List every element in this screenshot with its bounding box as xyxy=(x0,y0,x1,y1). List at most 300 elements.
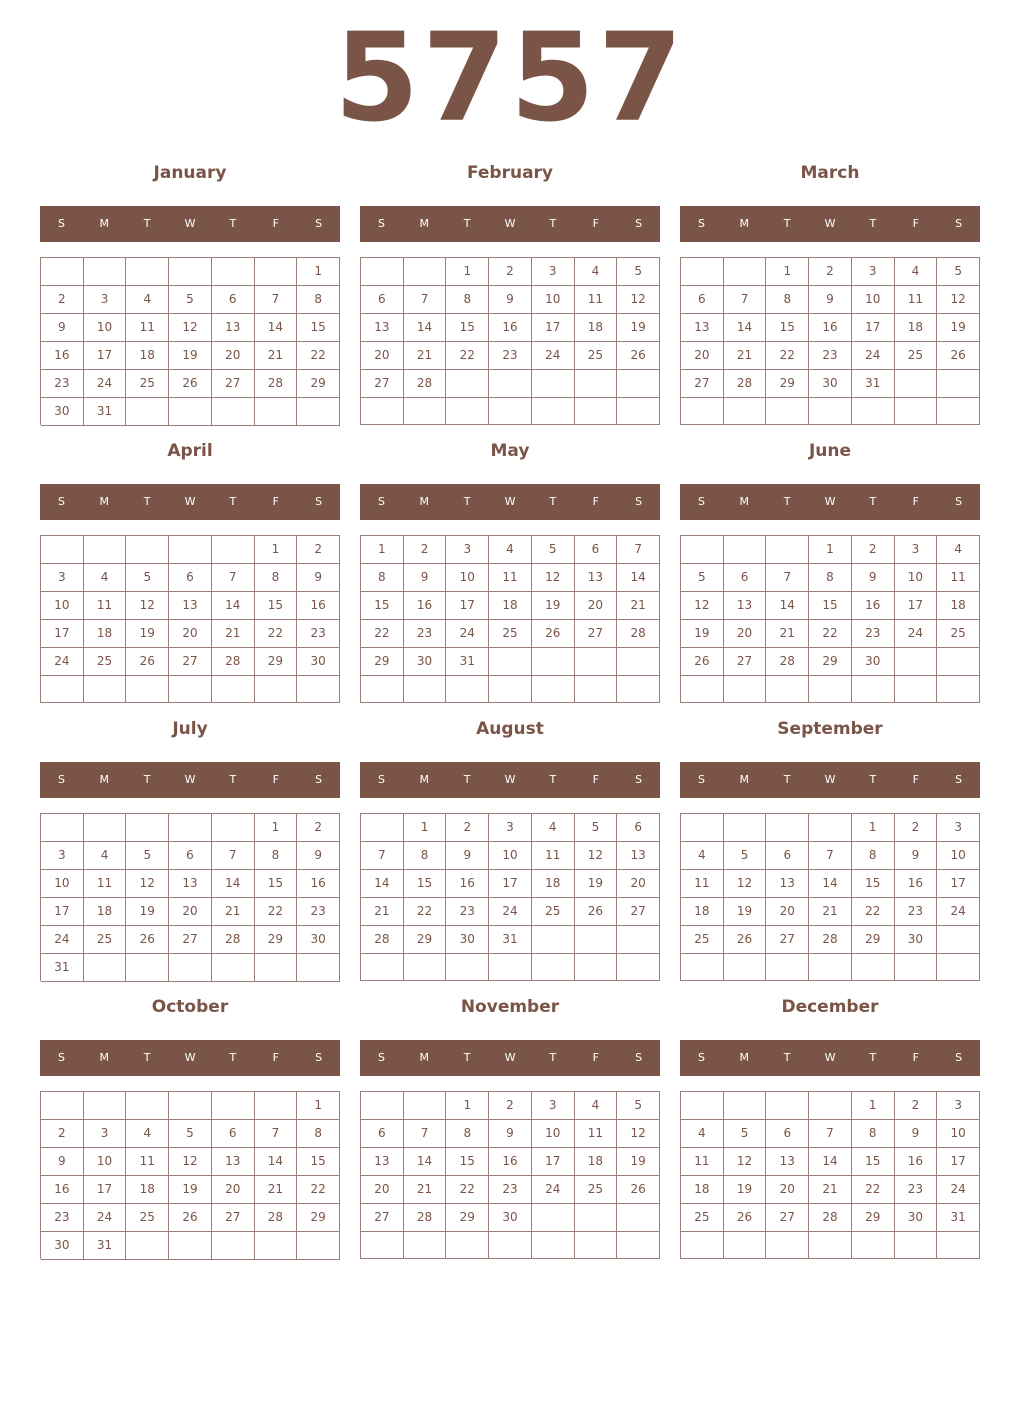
day-cell: 6 xyxy=(212,286,255,314)
weekday-label: T xyxy=(143,1051,151,1064)
weekday-label: F xyxy=(912,773,919,786)
day-cell xyxy=(617,648,660,676)
day-cell: 18 xyxy=(532,870,575,898)
day-cell: 7 xyxy=(361,842,404,870)
day-cell: 27 xyxy=(766,1204,809,1232)
day-cell xyxy=(255,258,298,286)
weekday-label: T xyxy=(143,773,151,786)
day-cell: 4 xyxy=(84,564,127,592)
day-cell: 12 xyxy=(937,286,980,314)
day-cell: 19 xyxy=(169,1176,212,1204)
day-cell xyxy=(169,954,212,982)
month-name: August xyxy=(476,719,544,739)
day-cell xyxy=(489,1232,532,1259)
day-cell: 14 xyxy=(404,1148,447,1176)
day-cell: 5 xyxy=(937,258,980,286)
day-cell: 17 xyxy=(84,1176,127,1204)
day-cell: 14 xyxy=(766,592,809,620)
day-cell: 6 xyxy=(724,564,767,592)
weekday-label: S xyxy=(697,495,705,508)
month-name: December xyxy=(781,997,879,1017)
day-cell: 16 xyxy=(41,1176,84,1204)
day-cell: 4 xyxy=(126,1120,169,1148)
day-cell xyxy=(532,954,575,981)
day-grid xyxy=(360,1091,660,1259)
day-cell xyxy=(532,648,575,676)
day-cell: 2 xyxy=(446,814,489,842)
day-cell: 28 xyxy=(617,620,660,648)
day-cell xyxy=(212,814,255,842)
day-cell: 13 xyxy=(766,1148,809,1176)
day-cell xyxy=(766,1092,809,1120)
day-cell xyxy=(724,814,767,842)
day-cell: 30 xyxy=(41,1232,84,1260)
day-cell: 4 xyxy=(681,1120,724,1148)
day-cell: 6 xyxy=(361,286,404,314)
weekday-label: F xyxy=(912,217,919,230)
day-cell: 1 xyxy=(766,258,809,286)
day-cell: 5 xyxy=(575,814,618,842)
day-cell xyxy=(937,954,980,981)
day-cell xyxy=(404,676,447,703)
day-cell: 30 xyxy=(809,370,852,398)
day-cell: 29 xyxy=(766,370,809,398)
day-cell: 21 xyxy=(724,342,767,370)
day-cell xyxy=(617,1232,660,1259)
day-cell xyxy=(446,954,489,981)
weekday-label: F xyxy=(592,1051,599,1064)
day-cell: 25 xyxy=(489,620,532,648)
day-cell: 4 xyxy=(681,842,724,870)
day-cell: 11 xyxy=(681,870,724,898)
day-cell: 10 xyxy=(532,1120,575,1148)
day-cell: 21 xyxy=(404,1176,447,1204)
day-cell: 3 xyxy=(532,258,575,286)
day-cell xyxy=(937,648,980,676)
month-name: May xyxy=(490,441,530,461)
day-cell: 25 xyxy=(532,898,575,926)
day-cell: 5 xyxy=(126,564,169,592)
month-name: January xyxy=(153,163,227,183)
day-cell xyxy=(532,1204,575,1232)
day-grid xyxy=(680,1091,980,1259)
day-cell xyxy=(681,954,724,981)
day-cell xyxy=(212,536,255,564)
day-cell: 8 xyxy=(297,286,340,314)
day-cell xyxy=(489,676,532,703)
day-cell: 25 xyxy=(84,648,127,676)
day-cell: 23 xyxy=(404,620,447,648)
day-cell: 17 xyxy=(489,870,532,898)
day-cell xyxy=(895,954,938,981)
day-cell: 29 xyxy=(852,926,895,954)
day-cell: 1 xyxy=(255,814,298,842)
day-cell xyxy=(169,814,212,842)
day-cell xyxy=(446,398,489,425)
day-cell: 14 xyxy=(212,870,255,898)
day-cell: 15 xyxy=(255,592,298,620)
weekday-label: S xyxy=(57,217,65,230)
day-cell xyxy=(212,398,255,426)
day-cell: 7 xyxy=(809,842,852,870)
day-cell: 10 xyxy=(489,842,532,870)
weekday-label: F xyxy=(912,495,919,508)
day-cell: 27 xyxy=(169,648,212,676)
day-cell xyxy=(852,1232,895,1259)
day-cell: 13 xyxy=(766,870,809,898)
day-cell xyxy=(297,1232,340,1260)
day-cell: 26 xyxy=(724,926,767,954)
day-cell: 27 xyxy=(212,1204,255,1232)
day-cell: 21 xyxy=(809,1176,852,1204)
day-cell xyxy=(575,370,618,398)
weekday-header xyxy=(680,206,980,242)
day-cell: 8 xyxy=(255,842,298,870)
day-cell: 26 xyxy=(169,1204,212,1232)
day-cell: 22 xyxy=(446,1176,489,1204)
day-cell: 14 xyxy=(809,870,852,898)
weekday-label: T xyxy=(783,217,791,230)
weekday-label: W xyxy=(824,495,836,508)
day-cell xyxy=(766,814,809,842)
day-cell: 25 xyxy=(575,342,618,370)
day-cell xyxy=(446,676,489,703)
day-cell: 10 xyxy=(852,286,895,314)
weekday-label: T xyxy=(783,495,791,508)
day-cell: 3 xyxy=(41,564,84,592)
day-cell xyxy=(681,258,724,286)
day-cell: 9 xyxy=(489,1120,532,1148)
day-cell xyxy=(41,536,84,564)
month-name: November xyxy=(460,997,560,1017)
day-cell: 28 xyxy=(212,926,255,954)
day-cell: 18 xyxy=(575,314,618,342)
day-cell: 27 xyxy=(361,370,404,398)
day-cell: 22 xyxy=(297,1176,340,1204)
month-name: February xyxy=(466,163,554,183)
day-cell: 23 xyxy=(297,898,340,926)
day-cell: 16 xyxy=(297,592,340,620)
day-cell: 21 xyxy=(212,898,255,926)
day-cell: 3 xyxy=(489,814,532,842)
day-cell: 29 xyxy=(255,648,298,676)
weekday-label: T xyxy=(549,495,557,508)
day-cell xyxy=(681,1092,724,1120)
day-cell: 23 xyxy=(852,620,895,648)
day-grid xyxy=(360,813,660,981)
weekday-label: M xyxy=(99,495,110,508)
day-cell: 9 xyxy=(895,1120,938,1148)
day-cell: 11 xyxy=(681,1148,724,1176)
day-cell xyxy=(489,954,532,981)
day-cell: 25 xyxy=(126,1204,169,1232)
weekday-label: M xyxy=(419,217,430,230)
day-cell: 7 xyxy=(255,1120,298,1148)
day-cell: 29 xyxy=(852,1204,895,1232)
day-cell: 24 xyxy=(937,898,980,926)
day-cell: 23 xyxy=(446,898,489,926)
day-grid xyxy=(680,535,980,703)
day-cell xyxy=(169,536,212,564)
day-cell: 4 xyxy=(84,842,127,870)
day-cell xyxy=(126,814,169,842)
weekday-label: S xyxy=(315,217,323,230)
day-cell: 2 xyxy=(41,286,84,314)
day-cell: 30 xyxy=(489,1204,532,1232)
weekday-label: W xyxy=(184,773,196,786)
day-cell: 26 xyxy=(169,370,212,398)
weekday-label: W xyxy=(824,1051,836,1064)
day-cell: 16 xyxy=(489,314,532,342)
weekday-label: T xyxy=(229,1051,237,1064)
day-cell xyxy=(84,954,127,982)
day-cell xyxy=(724,258,767,286)
day-cell: 7 xyxy=(255,286,298,314)
day-cell xyxy=(126,1232,169,1260)
day-cell: 15 xyxy=(361,592,404,620)
weekday-label: W xyxy=(504,217,516,230)
month-name: June xyxy=(808,441,852,461)
day-cell: 28 xyxy=(255,370,298,398)
day-cell xyxy=(446,370,489,398)
month-name: October xyxy=(151,997,229,1017)
day-cell: 21 xyxy=(404,342,447,370)
day-cell: 15 xyxy=(297,314,340,342)
day-cell: 18 xyxy=(937,592,980,620)
day-cell: 20 xyxy=(681,342,724,370)
day-cell: 11 xyxy=(895,286,938,314)
weekday-label: T xyxy=(549,1051,557,1064)
day-cell: 14 xyxy=(255,1148,298,1176)
day-cell: 9 xyxy=(297,564,340,592)
day-cell: 9 xyxy=(41,314,84,342)
weekday-label: W xyxy=(824,773,836,786)
day-cell: 20 xyxy=(212,1176,255,1204)
day-cell: 25 xyxy=(895,342,938,370)
weekday-label: W xyxy=(504,1051,516,1064)
day-cell xyxy=(169,1232,212,1260)
day-cell: 24 xyxy=(532,342,575,370)
day-cell: 15 xyxy=(297,1148,340,1176)
day-cell: 25 xyxy=(575,1176,618,1204)
day-cell: 2 xyxy=(297,536,340,564)
day-cell: 18 xyxy=(895,314,938,342)
day-cell: 17 xyxy=(84,342,127,370)
day-cell: 18 xyxy=(575,1148,618,1176)
day-cell: 12 xyxy=(724,870,767,898)
day-cell xyxy=(724,954,767,981)
day-cell: 21 xyxy=(361,898,404,926)
day-cell xyxy=(766,1232,809,1259)
day-cell: 20 xyxy=(766,1176,809,1204)
weekday-header xyxy=(40,762,340,798)
day-cell xyxy=(126,676,169,703)
day-cell: 7 xyxy=(766,564,809,592)
day-cell xyxy=(212,1232,255,1260)
day-cell: 31 xyxy=(489,926,532,954)
day-cell xyxy=(724,676,767,703)
day-cell: 21 xyxy=(617,592,660,620)
day-cell xyxy=(297,676,340,703)
day-cell: 11 xyxy=(575,286,618,314)
day-cell: 26 xyxy=(724,1204,767,1232)
day-cell xyxy=(361,1232,404,1259)
day-cell: 19 xyxy=(575,870,618,898)
day-cell: 11 xyxy=(84,870,127,898)
day-cell: 5 xyxy=(169,1120,212,1148)
day-cell: 24 xyxy=(84,370,127,398)
weekday-label: T xyxy=(549,217,557,230)
weekday-label: S xyxy=(955,217,963,230)
day-cell xyxy=(852,398,895,425)
day-cell xyxy=(937,926,980,954)
day-cell: 20 xyxy=(169,620,212,648)
day-cell: 8 xyxy=(446,1120,489,1148)
day-cell: 18 xyxy=(681,898,724,926)
day-cell xyxy=(169,258,212,286)
day-cell: 28 xyxy=(809,1204,852,1232)
day-cell: 11 xyxy=(489,564,532,592)
day-cell xyxy=(617,954,660,981)
day-cell xyxy=(41,1092,84,1120)
day-cell: 2 xyxy=(895,814,938,842)
day-cell xyxy=(212,1092,255,1120)
day-cell xyxy=(895,370,938,398)
weekday-label: M xyxy=(419,1051,430,1064)
weekday-header xyxy=(360,206,660,242)
weekday-label: M xyxy=(99,217,110,230)
day-cell: 2 xyxy=(489,258,532,286)
weekday-label: M xyxy=(739,217,750,230)
day-cell: 13 xyxy=(212,1148,255,1176)
weekday-label: M xyxy=(419,495,430,508)
day-cell: 10 xyxy=(446,564,489,592)
day-cell: 24 xyxy=(895,620,938,648)
day-cell: 27 xyxy=(575,620,618,648)
day-cell xyxy=(681,1232,724,1259)
day-cell xyxy=(766,954,809,981)
weekday-label: T xyxy=(783,1051,791,1064)
weekday-label: F xyxy=(592,495,599,508)
day-cell: 13 xyxy=(361,314,404,342)
day-cell: 22 xyxy=(361,620,404,648)
day-cell: 25 xyxy=(681,926,724,954)
day-grid xyxy=(40,1091,340,1259)
day-cell: 26 xyxy=(937,342,980,370)
day-cell: 3 xyxy=(895,536,938,564)
day-cell: 16 xyxy=(446,870,489,898)
day-cell: 6 xyxy=(766,1120,809,1148)
day-cell: 10 xyxy=(41,592,84,620)
day-cell xyxy=(937,370,980,398)
day-cell xyxy=(575,648,618,676)
weekday-label: S xyxy=(315,1051,323,1064)
day-cell: 28 xyxy=(404,1204,447,1232)
day-cell: 31 xyxy=(937,1204,980,1232)
day-cell: 9 xyxy=(41,1148,84,1176)
day-cell: 28 xyxy=(361,926,404,954)
day-cell xyxy=(681,814,724,842)
day-cell: 12 xyxy=(724,1148,767,1176)
day-cell: 7 xyxy=(212,842,255,870)
day-cell xyxy=(766,676,809,703)
day-cell: 16 xyxy=(489,1148,532,1176)
weekday-label: T xyxy=(463,1051,471,1064)
day-cell: 19 xyxy=(617,314,660,342)
day-cell: 17 xyxy=(446,592,489,620)
day-cell xyxy=(169,676,212,703)
day-cell: 28 xyxy=(212,648,255,676)
day-cell: 14 xyxy=(809,1148,852,1176)
day-grid xyxy=(680,257,980,425)
day-cell: 12 xyxy=(532,564,575,592)
day-cell xyxy=(297,954,340,982)
weekday-label: M xyxy=(739,773,750,786)
day-cell: 5 xyxy=(724,842,767,870)
day-cell xyxy=(724,536,767,564)
day-cell: 8 xyxy=(809,564,852,592)
day-cell: 8 xyxy=(766,286,809,314)
day-cell: 26 xyxy=(126,926,169,954)
day-cell: 22 xyxy=(255,620,298,648)
weekday-label: T xyxy=(463,495,471,508)
day-cell: 19 xyxy=(681,620,724,648)
day-cell: 18 xyxy=(126,342,169,370)
day-cell xyxy=(404,954,447,981)
weekday-label: T xyxy=(463,217,471,230)
day-cell: 15 xyxy=(766,314,809,342)
day-cell: 15 xyxy=(852,870,895,898)
day-cell: 23 xyxy=(297,620,340,648)
weekday-header xyxy=(680,762,980,798)
day-cell xyxy=(361,676,404,703)
day-cell: 13 xyxy=(212,314,255,342)
day-cell xyxy=(126,1092,169,1120)
weekday-label: S xyxy=(57,1051,65,1064)
day-cell: 1 xyxy=(297,1092,340,1120)
day-cell: 1 xyxy=(852,814,895,842)
day-cell: 22 xyxy=(446,342,489,370)
day-cell: 11 xyxy=(126,314,169,342)
weekday-label: S xyxy=(635,773,643,786)
day-cell: 21 xyxy=(766,620,809,648)
day-cell: 14 xyxy=(617,564,660,592)
weekday-label: F xyxy=(592,773,599,786)
day-cell: 4 xyxy=(575,258,618,286)
weekday-label: F xyxy=(272,495,279,508)
day-cell: 11 xyxy=(126,1148,169,1176)
day-cell xyxy=(724,1092,767,1120)
day-cell: 22 xyxy=(297,342,340,370)
day-cell: 25 xyxy=(84,926,127,954)
day-cell: 17 xyxy=(937,1148,980,1176)
day-cell: 28 xyxy=(809,926,852,954)
day-cell xyxy=(169,1092,212,1120)
day-cell xyxy=(404,1232,447,1259)
day-cell: 24 xyxy=(852,342,895,370)
day-cell: 1 xyxy=(361,536,404,564)
day-cell: 26 xyxy=(575,898,618,926)
day-cell: 4 xyxy=(126,286,169,314)
weekday-header xyxy=(360,484,660,520)
day-cell xyxy=(575,1204,618,1232)
day-cell: 19 xyxy=(126,898,169,926)
weekday-label: S xyxy=(955,495,963,508)
day-cell: 29 xyxy=(404,926,447,954)
weekday-label: T xyxy=(143,217,151,230)
day-cell: 18 xyxy=(126,1176,169,1204)
day-cell: 8 xyxy=(852,1120,895,1148)
